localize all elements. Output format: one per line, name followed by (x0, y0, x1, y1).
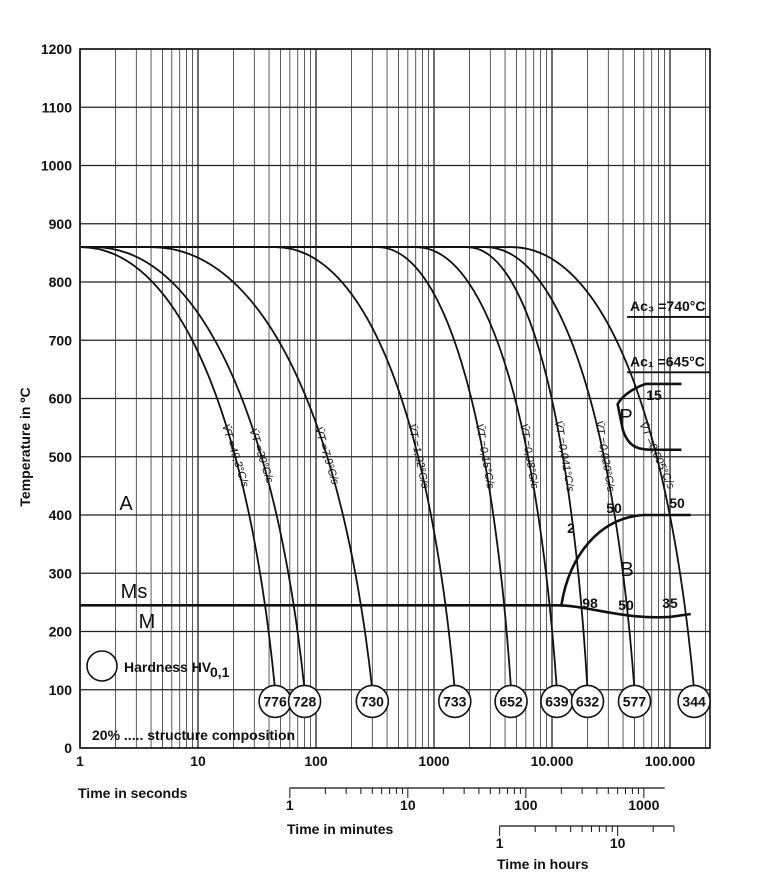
x-tick-label-seconds: 1000 (418, 753, 450, 769)
transformation-regions (80, 317, 710, 617)
cooling-rate-label: V̄T =0,08°C/s (517, 422, 541, 490)
hardness-value: 344 (682, 693, 706, 710)
structure-value: 50 (606, 500, 622, 516)
cooling-rate-label: V̄T =0,020°C/s (592, 419, 617, 493)
hardness-value: 728 (292, 693, 317, 710)
y-tick-label: 900 (48, 215, 72, 232)
x-tick-label-minutes: 10 (400, 797, 416, 813)
structure-value: 98 (582, 595, 598, 611)
structure-value: 35 (662, 595, 678, 611)
legend-hardness-subscript: 0,1 (210, 664, 230, 680)
y-tick-label: 0 (64, 740, 72, 756)
hardness-value: 639 (545, 693, 569, 710)
x-tick-label-hours: 10 (609, 835, 626, 851)
legend-hardness-label: Hardness HV (124, 659, 212, 675)
x-tick-label-seconds: 1 (76, 753, 84, 769)
x-tick-label-seconds: 10 (190, 753, 206, 769)
hardness-value: 730 (360, 693, 384, 710)
cooling-rate-label: V̄T =1,02°C/s (405, 422, 431, 490)
x-tick-label-minutes: 1000 (628, 797, 660, 813)
cooling-rate-label: V̄T =0,041°C/s (551, 419, 577, 493)
cooling-rate-label: V̄T =0,15°C/s (472, 422, 497, 490)
legend-structure-label: 20% ..... structure composition (92, 727, 296, 743)
hardness-value: 733 (443, 693, 467, 710)
y-tick-label: 800 (48, 274, 72, 290)
x-axis-label-minutes: Time in minutes (287, 821, 394, 837)
cooling-rate-label: V̄T =49,3°C/s (219, 422, 251, 489)
y-tick-label: 700 (48, 332, 72, 349)
y-tick-label: 500 (48, 448, 72, 465)
y-tick-label: 1000 (40, 157, 72, 174)
x-tick-label-seconds: 10.000 (530, 753, 574, 769)
structure-value: 50 (669, 495, 685, 511)
critical-temperature-label: Ac₁ =645°C (630, 353, 705, 370)
y-tick-label: 400 (48, 507, 72, 523)
y-tick-label: 200 (48, 623, 72, 640)
x-tick-label-minutes: 1 (285, 797, 294, 813)
region-label: M (138, 611, 156, 633)
x-axis-label-hours: Time in hours (497, 856, 589, 872)
y-tick-label: 1100 (41, 99, 72, 116)
x-tick-label-seconds: 100 (304, 753, 328, 769)
x-tick-label-hours: 1 (495, 835, 504, 851)
structure-value: 50 (618, 597, 634, 613)
legend-hardness-circle (87, 651, 117, 681)
region-label: A (119, 493, 133, 515)
cooling-rate-label: V̄T =0,005°C/s (636, 420, 677, 491)
y-axis-label: Temperature in ºC (17, 387, 33, 507)
region-label: B (620, 559, 634, 581)
structure-value: 2 (567, 520, 575, 536)
y-tick-label: 600 (48, 390, 72, 407)
x-tick-label-minutes: 100 (514, 797, 538, 813)
hardness-value: 776 (263, 693, 287, 710)
cooling-rate-label: V̄T =30°C/s (246, 427, 276, 485)
hardness-value: 632 (575, 693, 600, 710)
region-label: Ms (120, 581, 148, 603)
x-axis-label-seconds: Time in seconds (78, 785, 188, 801)
y-tick-label: 1200 (40, 41, 72, 57)
structure-value: 15 (646, 387, 662, 403)
critical-temperature-label: Ac₃ =740°C (630, 297, 706, 314)
x-tick-label-seconds: 100.000 (644, 753, 696, 769)
y-tick-label: 100 (48, 681, 72, 698)
hardness-value: 577 (622, 693, 647, 710)
region-label: P (619, 406, 633, 428)
cooling-rate-label: V̄T =7,9°C/s (312, 425, 341, 487)
y-tick-label: 300 (48, 565, 72, 582)
hardness-value: 652 (499, 693, 523, 710)
